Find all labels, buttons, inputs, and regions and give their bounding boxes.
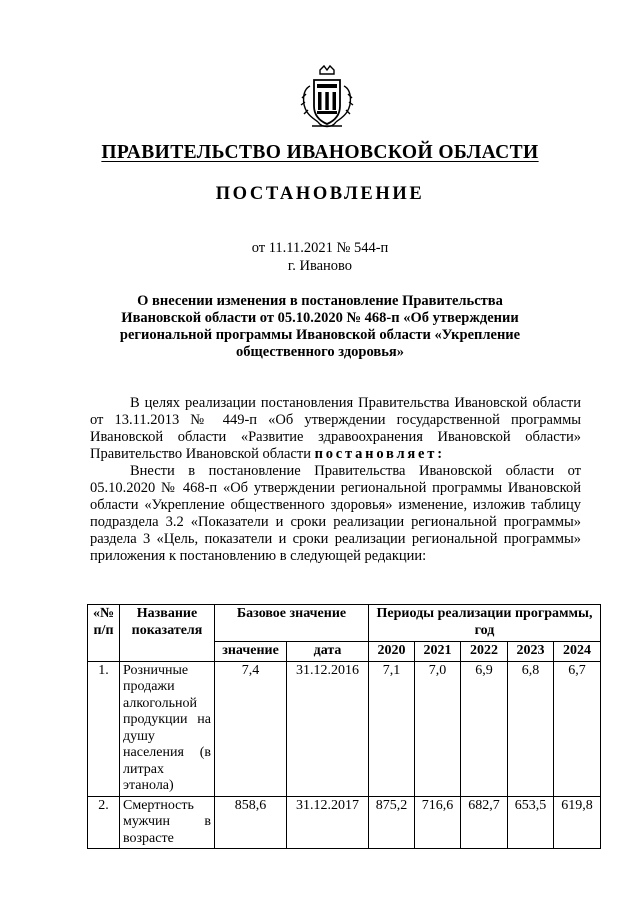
- row-year-value: 7,1: [369, 661, 415, 796]
- subject-line: региональной программы Ивановской области «Укрепление: [119, 327, 521, 343]
- row-year-value: 682,7: [461, 796, 508, 849]
- header-periods: Периоды реализации программы, год: [369, 605, 601, 642]
- organization-title: ПРАВИТЕЛЬСТВО ИВАНОВСКОЙ ОБЛАСТИ: [101, 142, 539, 163]
- indicators-table: [87, 604, 601, 849]
- row-year-value: 6,7: [554, 661, 601, 796]
- row-year-value: 6,8: [508, 661, 554, 796]
- header-num: «№ п/п: [88, 605, 120, 662]
- row-name: Розничные продажи алкогольной продукции на душу населения (в литрах этанола): [120, 661, 215, 796]
- subject-line: общественного здоровья»: [236, 344, 404, 360]
- row-year-value: 875,2: [369, 796, 415, 849]
- header-year: 2024: [554, 642, 601, 662]
- row-value: 858,6: [215, 796, 287, 849]
- header-base: Базовое значение: [215, 605, 369, 642]
- header-date: дата: [287, 642, 369, 662]
- row-num: 1.: [88, 661, 120, 796]
- document-date-number: от 11.11.2021 № 544-п: [251, 240, 389, 256]
- row-year-value: 653,5: [508, 796, 554, 849]
- header-year: 2021: [415, 642, 461, 662]
- table-row: [88, 796, 601, 849]
- subject-line: Ивановской области от 05.10.2020 № 468-п «Об утверждении: [121, 310, 519, 326]
- table-row: [88, 661, 601, 796]
- header-year: 2023: [508, 642, 554, 662]
- row-year-value: 7,0: [415, 661, 461, 796]
- row-value: 7,4: [215, 661, 287, 796]
- coat-of-arms-icon: [298, 64, 356, 132]
- row-date: 31.12.2017: [287, 796, 369, 849]
- body-paragraph: [90, 395, 581, 463]
- resolution-keyword: постановляет:: [314, 446, 445, 462]
- row-year-value: 716,6: [415, 796, 461, 849]
- header-year: 2022: [461, 642, 508, 662]
- subject-line: О внесении изменения в постановление Правительства: [137, 293, 503, 309]
- document-subject: [100, 293, 540, 361]
- row-year-value: 619,8: [554, 796, 601, 849]
- document-type: ПОСТАНОВЛЕНИЕ: [215, 184, 425, 204]
- row-num: 2.: [88, 796, 120, 849]
- row-date: 31.12.2016: [287, 661, 369, 796]
- row-name: Смертность мужчин в возрасте: [120, 796, 215, 849]
- body-paragraph: Внести в постановление Правительства Ивановской области от 05.10.2020 № 468-п «Об утверждении региональной программы Ивановской области «Укрепление общественного здоровья» изменение, изложив таблицу подраздела 3.2 «Показатели и сроки реализации региональной программы» раздела 3 «Цель, показатели и сроки реализации региональной программы» приложения к постановлению в следующей редакции:: [90, 463, 581, 564]
- document-body: [90, 395, 581, 565]
- header-name: Название показателя: [120, 605, 215, 662]
- row-year-value: 6,9: [461, 661, 508, 796]
- header-value: значение: [215, 642, 287, 662]
- header-year: 2020: [369, 642, 415, 662]
- paragraph-text: В целях реализации постановления Правительства Ивановской области от 13.11.2013 № 449-п «Об утверждении государственной программы Ивановской области «Развитие здравоохранения Ивановской области» Правительство Ивановской области: [90, 395, 581, 462]
- table-header-row: [88, 605, 601, 642]
- document-city: г. Иваново: [287, 258, 353, 274]
